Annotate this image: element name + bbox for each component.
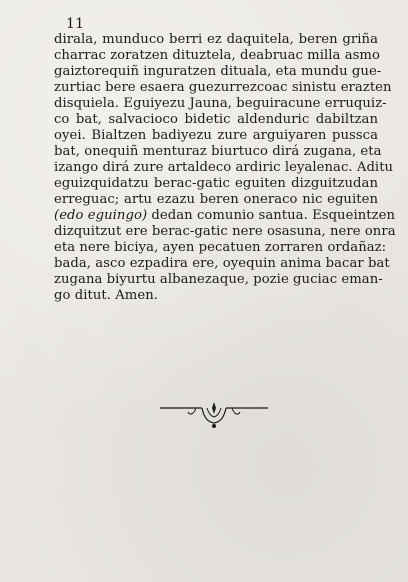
body-text [54,32,396,304]
text-line-7: oyei. Bialtzen badiyezu zure arguiyaren pussca [54,128,378,143]
text-line-11: erreguac; artu ezazu beren oneraco nic eguiten [54,192,378,207]
text-line-9: izango dirá zure artaldeco ardiric leyalenac. Aditu [54,160,394,175]
text-line-17: go ditut. Amen. [54,288,158,303]
text-line-16: zugana biyurtu albanezaque, pozie guciac eman- [54,272,383,287]
decorative-ornament [160,398,268,432]
text-line-10: eguizquidatzu berac-gatic eguiten dizguitzudan [54,176,378,191]
text-line-5: disquiela. Eguiyezu Jauna, beguiracune erruquiz- [54,96,387,111]
text-line-12-rest: dedan comunio santua. Esqueintzen [151,208,396,223]
text-line-3: gaiztorequiñ inguratzen dituala, eta mundu gue- [54,64,382,79]
text-line-2: charrac zoratzen dituztela, deabruac milla asmo [54,48,380,63]
text-line-13: dizquitzut ere berac-gatic nere osasuna, nere onra [54,224,396,239]
text-line-4: zurtiac bere esaera guezurrezcoac sinistu erazten [54,80,392,95]
text-line-15: bada, asco ezpadira ere, oyequin anima bacar bat [54,256,390,271]
page-number: 11 [66,16,85,32]
text-line-12 [54,208,396,224]
text-line-14: eta nere biciya, ayen pecatuen zorraren ordañaz: [54,240,387,255]
text-line-6: co bat, salvacioco bidetic aldenduric dabiltzan [54,112,378,127]
italic-phrase: (edo eguingo) [54,208,148,223]
text-line-1: dirala, munduco berri ez daquitela, beren griña [54,32,378,47]
text-line-8: bat, onequiñ menturaz biurtuco dirá zugana, eta [54,144,382,159]
